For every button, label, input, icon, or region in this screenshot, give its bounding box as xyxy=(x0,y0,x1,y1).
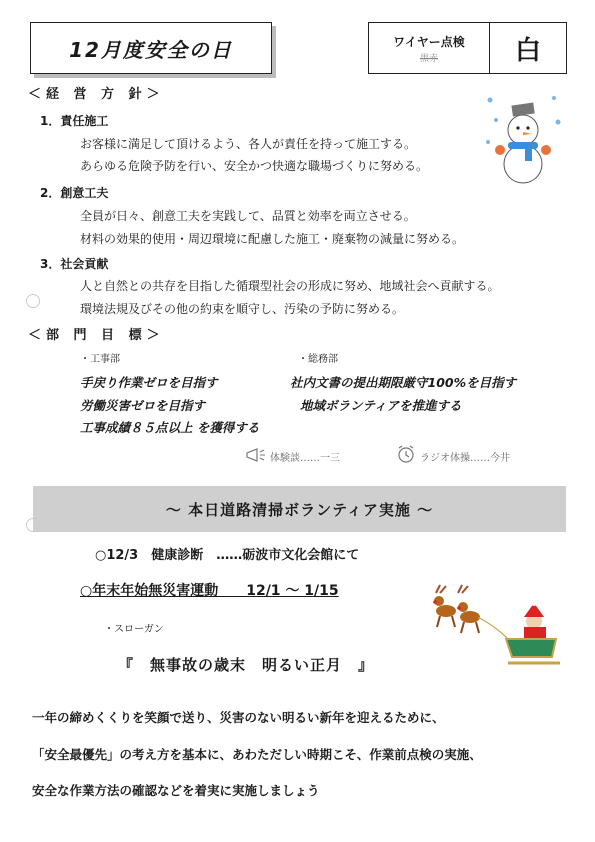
construction-goal-3: 工事成績８５点以上 を獲得する xyxy=(80,420,260,435)
policy-item-2-line-1: 全員が日々、創意工夫を実践して、品質と効率を両立させる。 xyxy=(80,209,416,223)
megaphone-icon xyxy=(245,447,267,463)
closing-line-2: 「安全最優先」の考え方を基本に、あわただしい時期こそ、作業前点検の実施、 xyxy=(32,747,482,762)
talk-activity: 体験談……一三 xyxy=(270,453,340,464)
alarm-clock-icon xyxy=(396,444,416,464)
policy-heading: ＜経 営 方 針＞ xyxy=(28,87,165,102)
policy-item-2-line-2: 材料の効果的使用・周辺環境に配慮した施工・廃棄物の減量に努める。 xyxy=(80,232,465,246)
event-safety-campaign: ○年末年始無災害運動 12/1 ～ 1/15 xyxy=(80,583,339,599)
general-dept-label: ・総務部 xyxy=(298,354,338,365)
construction-goal-2: 労働災害ゼロを目指す xyxy=(80,398,206,413)
radio-activity: ラジオ体操……今井 xyxy=(420,453,510,464)
closing-line-1: 一年の締めくくりを笑顔で送り、災害のない明るい新年を迎えるために、 xyxy=(32,710,445,725)
policy-item-1-line-2: あらゆる危険予防を行い、安全かつ快適な職場づくりに努める。 xyxy=(80,159,429,173)
wire-check-color: 白 xyxy=(514,35,541,66)
punch-hole-2 xyxy=(26,518,40,532)
snowman-illustration xyxy=(482,92,564,187)
wire-check-label-cell xyxy=(369,23,490,73)
page-title: 12月度安全の日 xyxy=(69,37,233,62)
construction-goal-1: 手戻り作業ゼロを目指す xyxy=(80,375,218,390)
banner xyxy=(33,486,566,532)
policy-item-3-line-2: 環境法規及びその他の約束を順守し、汚染の予防に努める。 xyxy=(80,302,405,316)
policy-item-2-title: 2．創意工夫 xyxy=(40,186,109,200)
policy-item-1-title: 1．責任施工 xyxy=(40,114,109,128)
wire-check-label: ワイヤー点検 xyxy=(393,34,465,49)
punch-hole-1 xyxy=(26,294,40,308)
wire-check-box xyxy=(368,22,567,74)
closing-line-3: 安全な作業方法の確認などを着実に実施しましょう xyxy=(32,783,320,798)
slogan-label: ・スローガン xyxy=(104,624,164,635)
policy-item-3-title: 3．社会貢献 xyxy=(40,257,109,271)
policy-item-1-line-1: お客様に満足して頂けるよう、各人が責任を持って施工する。 xyxy=(80,137,417,151)
wire-check-sub: 黒赤 xyxy=(419,53,438,64)
event-health-check: ○12/3 健康診断 ……砺波市文化会館にて xyxy=(95,548,360,563)
banner-text: ～ 本日道路清掃ボランティア実施 ～ xyxy=(165,500,434,519)
santa-sleigh-illustration xyxy=(428,583,562,673)
general-goal-1: 社内文書の提出期限厳守100%を目指す xyxy=(290,375,517,390)
construction-dept-label: ・工事部 xyxy=(80,354,120,365)
general-goal-2: 地域ボランティアを推進する xyxy=(300,398,462,413)
policy-item-3-line-1: 人と自然との共存を目指した循環型社会の形成に努め、地域社会へ貢献する。 xyxy=(80,279,500,293)
dept-heading: ＜部 門 目 標＞ xyxy=(28,328,165,343)
slogan-text: 『 無事故の歳末 明るい正月 』 xyxy=(118,656,375,674)
title-box xyxy=(30,22,272,74)
